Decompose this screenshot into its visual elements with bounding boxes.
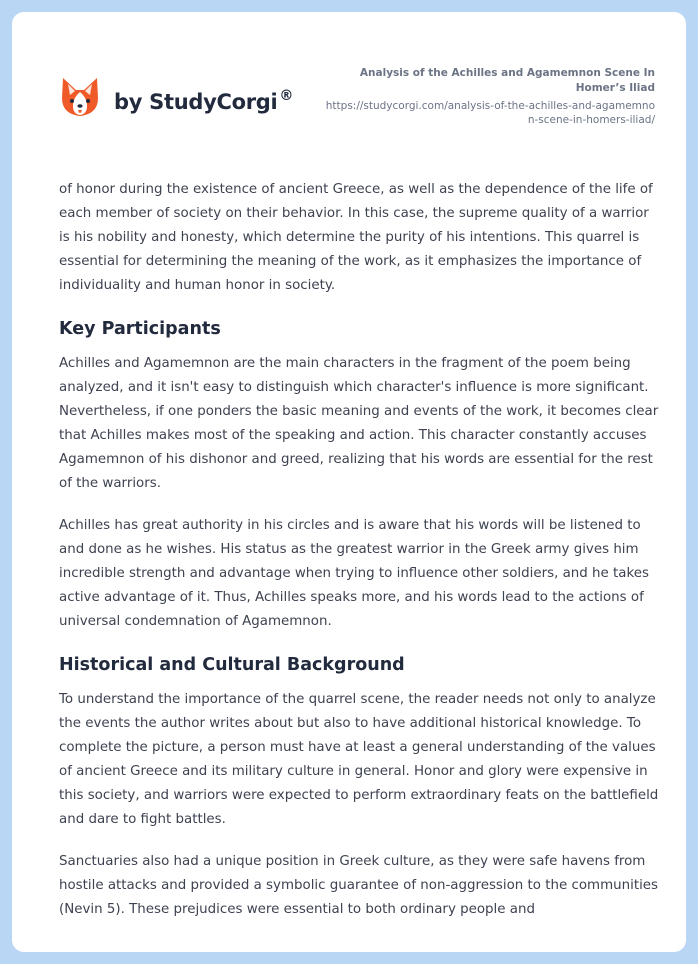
paragraph: To understand the importance of the quarrel scene, the reader needs not only to analyze the events the author writes about but also to have additional historical knowledge. To complete the picture, a person must have at least a general understanding of the values of ancient Greece and its military culture in general. Honor and glory were expensive in this society, and warriors were expected to perform extraordinary feats on the battlefield and dare to fight battles. (59, 692, 659, 827)
brand-name: by StudyCorgi ® (114, 88, 294, 114)
paragraph: Sanctuaries also had a unique position in Greek culture, as they were safe havens from hostile attacks and provided a symbolic guarantee of non-aggression to the communities (Nevin 5). These prejudices were essential to both ordinary people and (59, 854, 659, 917)
section-heading-historical-background: Historical and Cultural Background (59, 655, 405, 675)
studycorgi-logo[interactable] (60, 76, 293, 120)
section-heading-key-participants: Key Participants (59, 319, 221, 339)
paragraph: Achilles and Agamemnon are the main characters in the fragment of the poem being analyzed, and it isn't easy to distinguish which character's influence is more significant. Nevertheless, if one ponders the basic meaning and events of the work, it becomes clear that Achilles makes most of the speaking and action. This character constantly accuses Agamemnon of his dishonor and greed, realizing that his words are essential for the rest of the warriors. (59, 356, 659, 491)
document-header (325, 66, 655, 127)
document-url[interactable]: https://studycorgi.com/analysis-of-the-achilles-and-agamemnon-scene-in-homers-iliad/ (325, 100, 655, 126)
corgi-icon (60, 76, 100, 120)
article-body (59, 178, 659, 940)
document-title: Analysis of the Achilles and Agamemnon Scene In Homer’s Iliad (359, 67, 655, 94)
paragraph: Achilles has great authority in his circles and is aware that his words will be listened to and done as he wishes. His status as the greatest warrior in the Greek army gives him incredible strength and advantage when trying to influence other soldiers, and he takes active advantage of it. Thus, Achilles speaks more, and his words lead to the actions of universal condemnation of Agamemnon. (59, 518, 649, 629)
document-page (12, 12, 686, 952)
paragraph: of honor during the existence of ancient Greece, as well as the dependence of the life of each member of society on their behavior. In this case, the supreme quality of a warrior is his nobility and honesty, which determine the purity of his intentions. This quarrel is essential for determining the meaning of the work, as it emphasizes the importance of individuality and human honor in society. (59, 182, 653, 293)
